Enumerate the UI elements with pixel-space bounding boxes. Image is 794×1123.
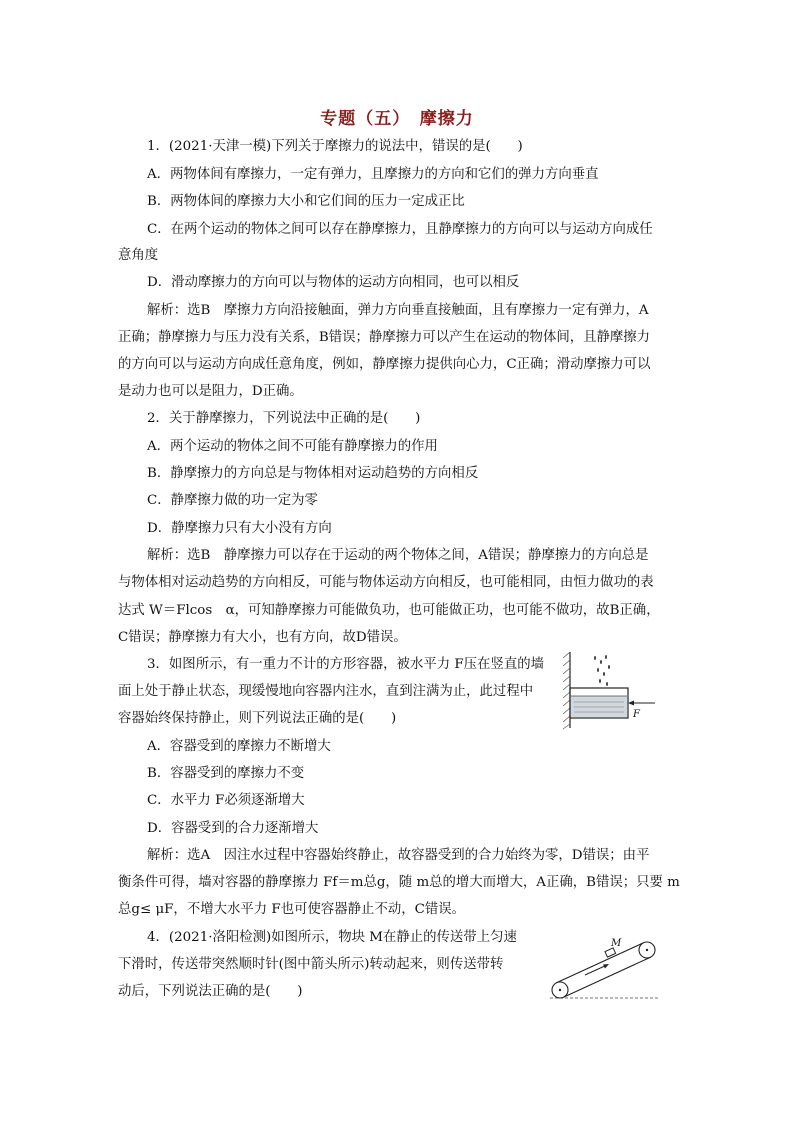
q4-stem: 4．(2021·洛阳检测)如图所示，物块 M在静止的传送带上匀速	[147, 930, 517, 945]
q4-stem-cont: 动后，下列说法正确的是( )	[118, 984, 303, 999]
conveyor-belt-figure	[545, 930, 665, 1005]
q2-solution-line: 与物体相对运动趋势的方向相反，可能与物体运动方向相反，也可能相同，由恒力做功的表	[118, 575, 654, 590]
q1-solution-line: 是动力也可以是阻力，D正确。	[118, 384, 303, 399]
q2-stem: 2．关于静摩擦力，下列说法中正确的是( )	[147, 411, 421, 426]
force-label: F	[633, 709, 640, 720]
q3-solution-line: 衡条件可得，墙对容器的静摩擦力 Ff＝m总g，随 m总的增大而增大，A正确，B错误；只要 m	[118, 875, 680, 890]
q3-stem-cont: 面上处于静止状态，现缓慢地向容器内注水，直到注满为止，此过程中	[118, 684, 534, 699]
q1-solution-line: 解析：选B 摩擦力方向沿接触面，弹力方向垂直接触面，且有摩擦力一定有弹力，A	[147, 303, 649, 318]
q1-stem: 1．(2021·天津一模)下列关于摩擦力的说法中，错误的是( )	[147, 139, 523, 154]
q3-solution-line: 总g≤ μF，不增大水平力 F也可使容器静止不动，C错误。	[118, 902, 466, 917]
q1-option-c-cont: 意角度	[118, 248, 159, 263]
q3-option-c: C．水平力 F必须逐渐增大	[147, 793, 305, 808]
q2-solution-line: C错误；静摩擦力有大小，也有方向，故D错误。	[118, 630, 407, 645]
q3-option-d: D．容器受到的合力逐渐增大	[147, 821, 319, 836]
q1-option-d: D．滑动摩擦力的方向可以与物体的运动方向相同，也可以相反	[147, 275, 520, 290]
q2-option-b: B．静摩擦力的方向总是与物体相对运动趋势的方向相反	[147, 466, 479, 481]
container-wall-figure	[560, 650, 665, 730]
q2-option-a: A．两个运动的物体之间不可能有静摩擦力的作用	[147, 439, 438, 454]
q3-stem: 3．如图所示，有一重力不计的方形容器，被水平力 F压在竖直的墙	[147, 657, 545, 672]
q1-solution-line: 正确；静摩擦力与压力没有关系，B错误；静摩擦力可以产生在运动的物体间，且静摩擦力	[118, 330, 651, 345]
q1-option-a: A．两物体间有摩擦力，一定有弹力，且摩擦力的方向和它们的弹力方向垂直	[147, 167, 599, 182]
q3-option-b: B．容器受到的摩擦力不变	[147, 766, 305, 781]
q3-stem-cont: 容器始终保持静止，则下列说法正确的是( )	[118, 711, 397, 726]
q1-solution-line: 的方向可以与运动方向成任意角度，例如，静摩擦力提供向心力，C正确；滑动摩擦力可以	[118, 357, 651, 372]
q2-option-c: C．静摩擦力做的功一定为零	[147, 493, 318, 508]
q3-option-a: A．容器受到的摩擦力不断增大	[147, 739, 331, 754]
block-label: M	[611, 938, 622, 949]
q4-stem-cont: 下滑时，传送带突然顺时针(图中箭头所示)转动起来，则传送带转	[118, 957, 504, 972]
q3-solution-line: 解析：选A 因注水过程中容器始终静止，故容器受到的合力始终为零，D错误；由平	[147, 848, 650, 863]
q1-option-b: B．两物体间的摩擦力大小和它们间的压力一定成正比	[147, 194, 465, 209]
q1-option-c: C．在两个运动的物体之间可以存在静摩擦力，且静摩擦力的方向可以与运动方向成任	[147, 222, 653, 237]
page-title: 专题（五） 摩擦力	[320, 109, 474, 129]
q2-option-d: D．静摩擦力只有大小没有方向	[147, 521, 332, 536]
q2-solution-line: 解析：选B 静摩擦力可以存在于运动的两个物体之间，A错误；静摩擦力的方向总是	[147, 548, 649, 563]
q2-solution-line: 达式 W＝Flcos α，可知静摩擦力可能做负功，也可能做正功，也可能不做功，故B正确，	[118, 603, 660, 618]
